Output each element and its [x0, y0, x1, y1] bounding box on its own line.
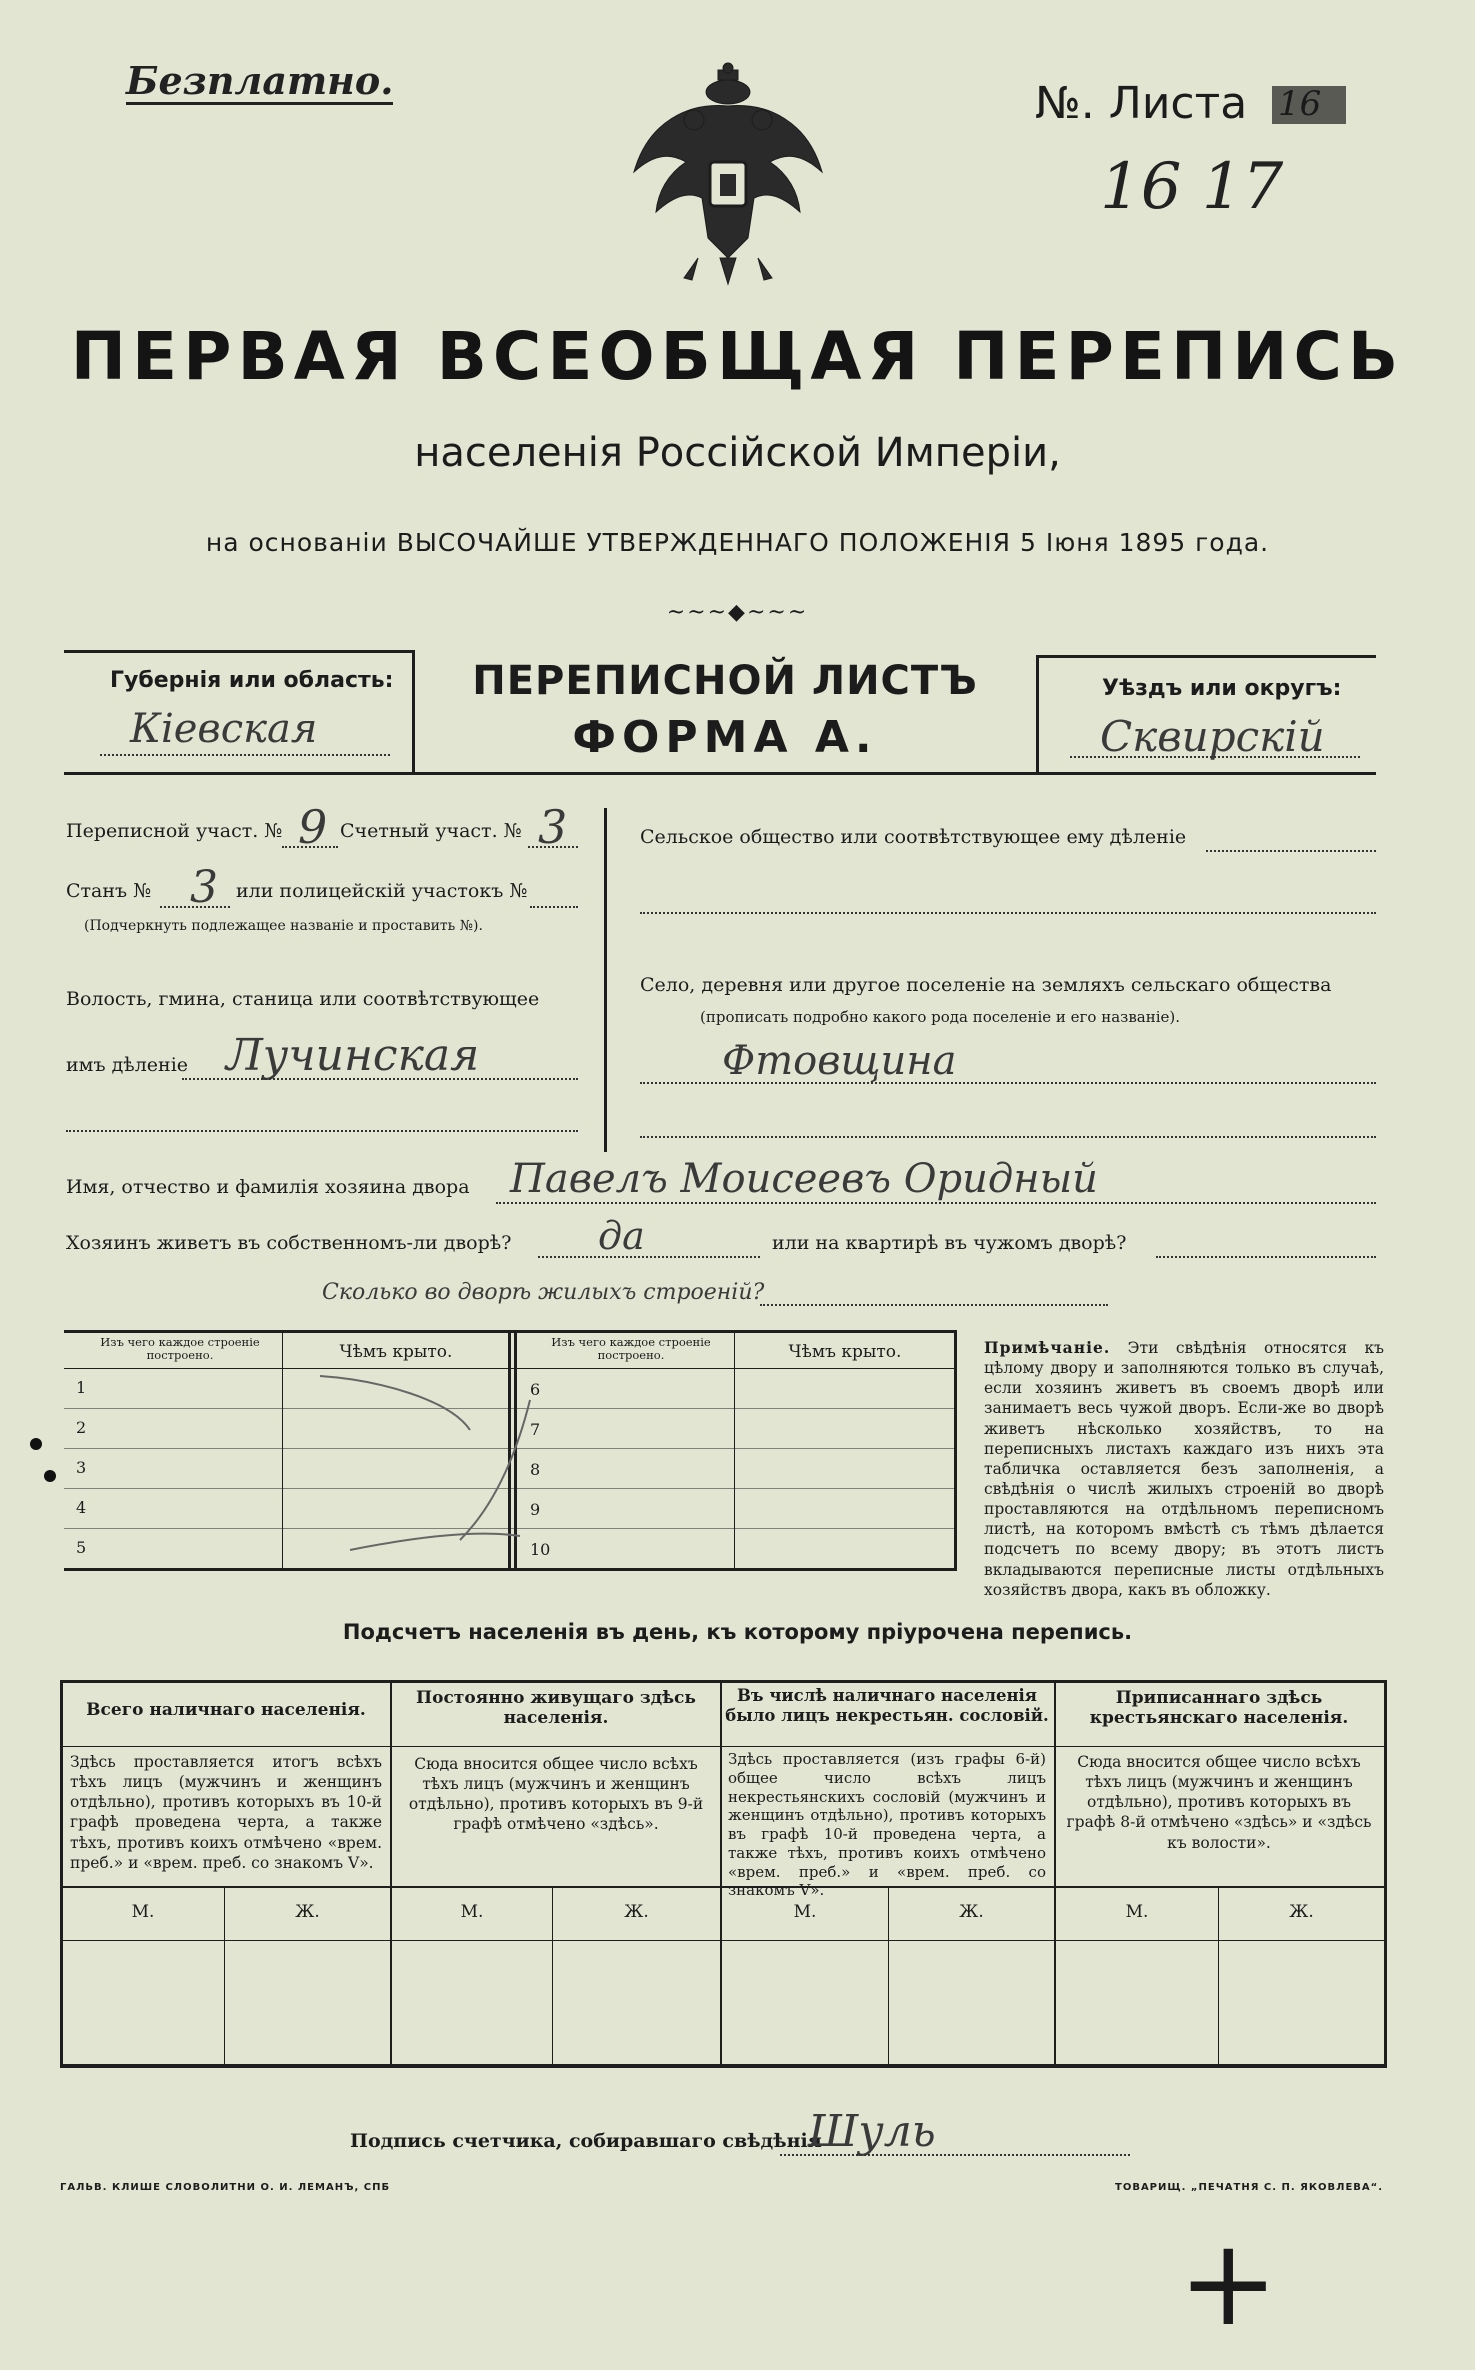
note-text: Эти свѣдѣнія относятся къ цѣлому двору и заполняются только въ случаѣ, если хозяинъ живетъ въ своемъ дворѣ или занимаетъ весь чужой дворъ. Если-же во дворѣ живетъ нѣсколько хозяйствъ, то на переписныхъ листахъ каждаго изъ нихъ эта табличка оставляется безъ заполненія, а свѣдѣнія о числѣ жилыхъ строеній во дворѣ проставляются на отдѣльномъ переписномъ листѣ, на которомъ вмѣстѣ съ тѣмъ дѣлается подсчетъ по всему двору; въ этотъ листъ вкладываются переписные листы отдѣльныхъ хозяйствъ двора, какъ въ обложку. [984, 1339, 1384, 1599]
handwritten-cross-mark: + [1178, 2214, 1279, 2353]
binding-hole-dot [44, 1470, 56, 1482]
police-label: или полицейскій участокъ № [236, 880, 528, 902]
stan-value: 3 [190, 862, 218, 913]
census-section-value: 9 [298, 800, 328, 854]
count-col-3-header: Въ числѣ наличнаго населенія было лицъ некрестьян. сословій. [725, 1686, 1049, 1725]
male-header: М. [131, 1902, 155, 1922]
building-row-num: 8 [530, 1460, 541, 1479]
form-label: ФОРМА А. [572, 712, 878, 763]
count-col-3-desc: Здѣсь проставляется (изъ графы 6-й) общее число всѣхъ лицъ некрестьянскихъ сословій (мужчинъ и женщинъ отдѣльно), противъ которыхъ въ графѣ 10-й проведена черта, а также тѣхъ, противъ коихъ отмѣчено «врем. преб.» и «врем. преб. со знакомъ V». [728, 1750, 1046, 1900]
free-label: Безплатно. [126, 58, 394, 103]
society-label: Сельское общество или соотвѣтствующее ему дѣленіе [640, 826, 1187, 848]
building-row-num: 6 [530, 1380, 541, 1399]
gubernia-label: Губернія или область: [110, 668, 394, 693]
uezd-value: Сквирскій [1100, 712, 1325, 761]
female-header: Ж. [1289, 1902, 1314, 1922]
village-label: Село, деревня или другое поселеніе на земляхъ сельскаго общества [640, 974, 1332, 996]
village-value: Фтовщина [722, 1038, 957, 1084]
village-note: (прописать подробно какого рода поселеніе и его названіе). [700, 1008, 1180, 1026]
stan-label: Станъ № [66, 880, 152, 902]
female-header: Ж. [959, 1902, 984, 1922]
rented-label: или на квартирѣ въ чужомъ дворѣ? [772, 1232, 1127, 1254]
owner-name-value: Павелъ Моисеевъ Оридный [510, 1156, 1098, 1202]
census-section-label: Переписной участ. № [66, 820, 283, 842]
binding-hole-dot [30, 1438, 42, 1450]
col-roof-right: Чѣмъ крыто. [788, 1342, 902, 1362]
note-heading: Примѣчаніе. [984, 1338, 1111, 1357]
count-table-title: Подсчетъ населенія въ день, къ которому пріурочена перепись. [342, 1620, 1133, 1644]
printer-right: ТОВАРИЩ. „ПЕЧАТНЯ С. П. ЯКОВЛЕВА“. [1115, 2182, 1384, 2193]
volost-value: Лучинская [226, 1030, 480, 1081]
own-yard-value: да [598, 1214, 645, 1258]
volost-label-1: Волость, гмина, станица или соотвѣтствующее [66, 988, 540, 1010]
sheet-number-stamp: 16 [1272, 86, 1346, 124]
col-material-right: Изъ чего каждое строеніе построено. [551, 1335, 711, 1363]
male-header: М. [1125, 1902, 1149, 1922]
pencil-strike-mark [300, 1360, 540, 1560]
signature-value: Шуль [808, 2106, 936, 2157]
count-col-1-header: Всего наличнаго населенія. [86, 1700, 366, 1720]
count-col-2-header: Постоянно живущаго здѣсь населенія. [416, 1688, 696, 1729]
note-block [984, 1338, 1384, 1600]
building-row-num: 4 [76, 1498, 87, 1517]
main-title: ПЕРВАЯ ВСЕОБЩАЯ ПЕРЕПИСЬ [70, 318, 1405, 395]
male-header: М. [460, 1902, 484, 1922]
building-row-num: 3 [76, 1458, 87, 1477]
uezd-label: Уѣздъ или округъ: [1102, 676, 1342, 701]
col-roof-left: Чѣмъ крыто. [339, 1342, 453, 1362]
counting-section-label: Счетный участ. № [340, 820, 522, 842]
printer-left: ГАЛЬВ. КЛИШЕ СЛОВОЛИТНИ О. И. ЛЕМАНЪ, СПБ [60, 2182, 391, 2193]
count-col-4-header: Приписаннаго здѣсь крестьянскаго населенія. [1089, 1688, 1349, 1729]
building-row-num: 10 [530, 1540, 551, 1559]
sheet-number-label: №. Листа [1035, 78, 1248, 129]
female-header: Ж. [295, 1902, 320, 1922]
ornament-divider: ~~~◆~~~ [666, 600, 809, 625]
volost-label-2: имъ дѣленіе [66, 1054, 189, 1076]
main-subtitle: населенія Россійской Имперіи, [414, 430, 1061, 476]
underline-note: (Подчеркнуть подлежащее названіе и проставить №). [84, 918, 483, 934]
female-header: Ж. [624, 1902, 649, 1922]
count-col-1-desc: Здѣсь проставляется итогъ всѣхъ тѣхъ лицъ (мужчинъ и женщинъ отдѣльно), противъ которыхъ въ 10-й графѣ проведена черта, а также тѣхъ, противъ коихъ отмѣчено «врем. преб.» и «врем. преб. со знакомъ V». [70, 1753, 382, 1872]
sheet-title: ПЕРЕПИСНОЙ ЛИСТЪ [472, 658, 978, 704]
own-yard-label: Хозяинъ живетъ въ собственномъ-ли дворѣ? [66, 1232, 512, 1254]
building-row-num: 1 [76, 1378, 87, 1397]
sheet-number-handwritten: 16 17 [1100, 150, 1284, 224]
count-col-4-desc: Сюда вносится общее число всѣхъ тѣхъ лицъ (мужчинъ и женщинъ отдѣльно), противъ которыхъ въ графѣ 8-й отмѣчено «здѣсь» и «здѣсь къ волости». [1066, 1753, 1372, 1852]
building-row-num: 9 [530, 1500, 541, 1519]
building-row-num: 5 [76, 1538, 87, 1557]
building-row-num: 2 [76, 1418, 87, 1437]
legal-basis: на основаніи ВЫСОЧАЙШЕ УТВЕРЖДЕННАГО ПОЛОЖЕНІЯ 5 Іюня 1895 года. [205, 528, 1270, 557]
building-row-num: 7 [530, 1420, 541, 1439]
count-col-2-desc: Сюда вносится общее число всѣхъ тѣхъ лицъ (мужчинъ и женщинъ отдѣльно), противъ которыхъ въ 9-й графѣ отмѣчено «здѣсь». [408, 1755, 704, 1834]
male-header: М. [793, 1902, 817, 1922]
signature-label: Подпись счетчика, собиравшаго свѣдѣнія [350, 2130, 822, 2152]
double-headed-eagle-emblem-icon [628, 62, 828, 292]
owner-name-label: Имя, отчество и фамилія хозяина двора [66, 1176, 470, 1198]
gubernia-value: Кіевская [130, 706, 318, 752]
counting-section-value: 3 [538, 800, 568, 854]
col-material-left: Изъ чего каждое строеніе построено. [100, 1335, 260, 1363]
buildings-question: Сколько во дворѣ жилыхъ строеній? [322, 1280, 765, 1305]
